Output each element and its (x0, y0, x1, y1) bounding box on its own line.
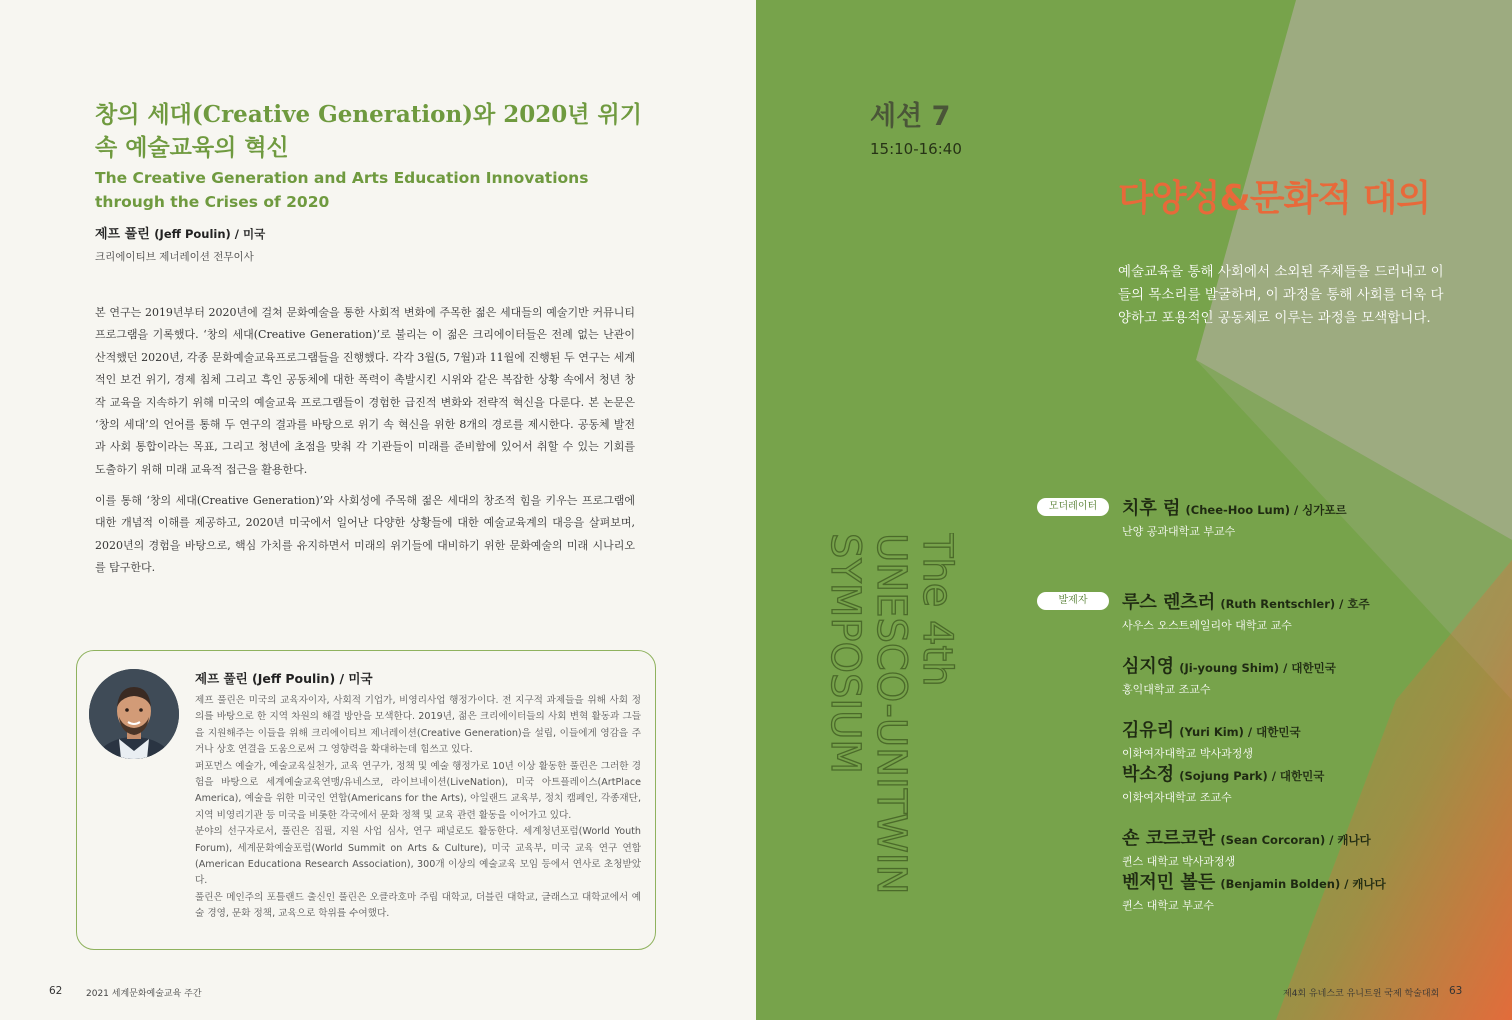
presenter-entry (1122, 652, 1336, 697)
person-name: 숀 코르코란 (1122, 828, 1216, 849)
watermark-line-2: UNESCO-UNITWIN (868, 533, 914, 895)
person-affiliation: 사우스 오스트레일리아 대학교 교수 (1122, 619, 1292, 632)
right-page (756, 0, 1512, 1020)
person-meta: (Chee-Hoo Lum) / 싱가포르 (1185, 503, 1347, 517)
author-bio-box (76, 650, 656, 950)
person-meta: (Sojung Park) / 대한민국 (1179, 769, 1325, 783)
bio-paragraph-3: 분야의 선구자로서, 풀린은 집필, 지원 사업 심사, 연구 패널로도 활동한다. 세계청년포럼(World Youth Forum), 세계문화예술포럼(World Summit on Arts & Culture), 미국 교육부, 미국 교육 연구 연합(American Educationa Research Association), 300개 이상의 예술교육 모임 등에서 연사로 초청받았다. (195, 826, 641, 887)
person-affiliation: 이화여자대학교 조교수 (1122, 791, 1232, 804)
person-affiliation: 퀸스 대학교 박사과정생 (1122, 855, 1236, 868)
person-name: 심지영 (1122, 656, 1175, 677)
person-affiliation: 홍익대학교 조교수 (1122, 683, 1211, 696)
person-name: 벤저민 볼든 (1122, 872, 1216, 893)
person-meta: (Ji-young Shim) / 대한민국 (1179, 661, 1336, 675)
author-name: 제프 풀린 (95, 227, 150, 242)
bio-text (195, 693, 641, 923)
page-number-right: 63 (1449, 985, 1463, 997)
theme-title: 다양성&문화적 대의 (1118, 178, 1431, 219)
presenter-entry (1122, 760, 1324, 805)
footer-text-left: 2021 세계문화예술교육 주간 (86, 989, 202, 999)
avatar (89, 669, 179, 759)
bio-paragraph-4: 풀린은 메인주의 포틀랜드 출신인 풀린은 오클라호마 주립 대학교, 더블린 대학교, 글래스고 대학교에서 예술 경영, 문화 정책, 교육으로 학위를 수여했다. (195, 891, 641, 920)
portrait-image (89, 669, 179, 759)
theme-description: 예술교육을 통해 사회에서 소외된 주체들을 드러내고 이들의 목소리를 발굴하며, 이 과정을 통해 사회를 더욱 다양하고 포용적인 공동체로 이루는 과정을 모색합니다. (1118, 264, 1444, 326)
page-number-left: 62 (49, 985, 63, 997)
bio-paragraph-1: 제프 풀린은 미국의 교육자이자, 사회적 기업가, 비영리사업 행정가이다. 전 지구적 과제들을 위해 사회 정의를 바탕으로 한 지역 차원의 해결 방안을 모색한다. 2019년, 젊은 크리에이터들의 사회 변혁 활동과 그들을 지원해주는 이들을 위해 크리에이티브 제너레이션(Creative Generation)을 설립, 이들에게 영감을 주거나 상호 연결을 도움으로써 그 영향력을 확대하는데 힘쓰고 있다. (195, 695, 641, 756)
session-time: 15:10-16:40 (870, 140, 962, 158)
session-title: 세션 7 (870, 101, 951, 132)
paper-title-english: The Creative Generation and Arts Education Innovations through the Crises of 2020 (95, 169, 589, 211)
presenter-label: 발제자 (1037, 592, 1109, 610)
person-meta: (Ruth Rentschler) / 호주 (1220, 597, 1370, 611)
watermark-line-1: The 4th (914, 533, 960, 687)
person-name: 루스 렌츠러 (1122, 592, 1216, 613)
watermark-line-3: SYMPOSIUM (822, 533, 868, 774)
presenter-entry (1122, 716, 1301, 761)
symposium-watermark (822, 533, 962, 963)
person-affiliation: 퀸스 대학교 부교수 (1122, 899, 1215, 912)
bio-paragraph-2: 퍼포먼스 예술가, 예술교육실천가, 교육 연구가, 정책 및 예술 행정가로 10년 이상 활동한 풀린은 그러한 경험을 바탕으로 세계예술교육연맹/유네스코, 라이브네이션(LiveNation), 미국 아트플레이스(ArtPlace America), 예술을 위한 미국인 연합(Americans for the Arts), 아일랜드 교육부, 정치 캠페인, 각종재단, 지역 비영리기관 등 미국을 비롯한 각국에서 문화 정책 및 교육 관련 활동을 이어가고 있다. (195, 760, 641, 821)
person-affiliation: 난양 공과대학교 부교수 (1122, 525, 1236, 538)
person-name: 박소정 (1122, 764, 1175, 785)
person-affiliation: 이화여자대학교 박사과정생 (1122, 747, 1254, 760)
author-meta: (Jeff Poulin) / 미국 (154, 227, 266, 241)
person-meta: (Sean Corcoran) / 캐나다 (1220, 833, 1371, 847)
author-line (95, 223, 265, 242)
person-name: 치후 럼 (1122, 498, 1181, 519)
abstract-paragraph-1: 본 연구는 2019년부터 2020년에 걸쳐 문화예술을 통한 사회적 변화에 주목한 젊은 세대들의 예술기반 커뮤니티 프로그램을 기록했다. ‘창의 세대(Creative Generation)’로 불리는 이 젊은 크리에이터들은 전례 없는 난관이 산적했던 2020년, 각종 문화예술교육프로그램들을 진행했다. 각각 3월(5, 7월)과 11월에 진행된 두 연구는 세계적인 보건 위기, 경제 침체 그리고 흑인 공동체에 대한 폭력이 촉발시킨 시위와 같은 복잡한 상황 속에서 청년 창작 교육을 지속하기 위해 미국의 예술교육 프로그램들이 경험한 급진적 변화와 전략적 혁신을 다룬다. 본 논문은 ‘창의 세대’의 언어를 통해 두 연구의 결과를 바탕으로 위기 속 혁신을 위한 8개의 경로를 제시한다. 공동체 발전과 사회 통합이라는 목표, 그리고 청년에 초점을 맞춰 각 기관들이 미래를 준비함에 있어서 취할 수 있는 기회를 도출하기 위해 미래 교육적 접근을 활용한다. (95, 306, 635, 476)
footer-text-right: 제4회 유네스코 유니트윈 국제 학술대회 (1283, 989, 1440, 999)
person-meta: (Yuri Kim) / 대한민국 (1179, 725, 1301, 739)
bio-name: 제프 풀린 (Jeff Poulin) / 미국 (195, 671, 373, 686)
presenter-entry (1122, 824, 1371, 869)
abstract-paragraph-2: 이를 통해 ‘창의 세대(Creative Generation)’와 사회성에 주목해 젊은 세대의 창조적 힘을 키우는 프로그램에 대한 개념적 이해를 제공하고, 2020년 미국에서 일어난 다양한 상황들에 대한 예술교육계의 대응을 살펴보며, 2020년의 경험을 바탕으로, 핵심 가치를 유지하면서 미래의 위기들에 대비하기 위한 문화예술의 미래 시나리오를 탐구한다. (95, 494, 635, 575)
moderator-label: 모더레이터 (1037, 498, 1109, 516)
author-affiliation: 크리에이티브 제너레이션 전무이사 (95, 251, 254, 263)
person-name: 김유리 (1122, 720, 1175, 741)
moderator-entry (1122, 494, 1347, 539)
person-meta: (Benjamin Bolden) / 캐나다 (1220, 877, 1386, 891)
presenter-entry (1122, 868, 1386, 913)
presenter-entry (1122, 588, 1370, 633)
paper-title-korean: 창의 세대(Creative Generation)와 2020년 위기 속 예술교육의 혁신 (95, 101, 642, 161)
